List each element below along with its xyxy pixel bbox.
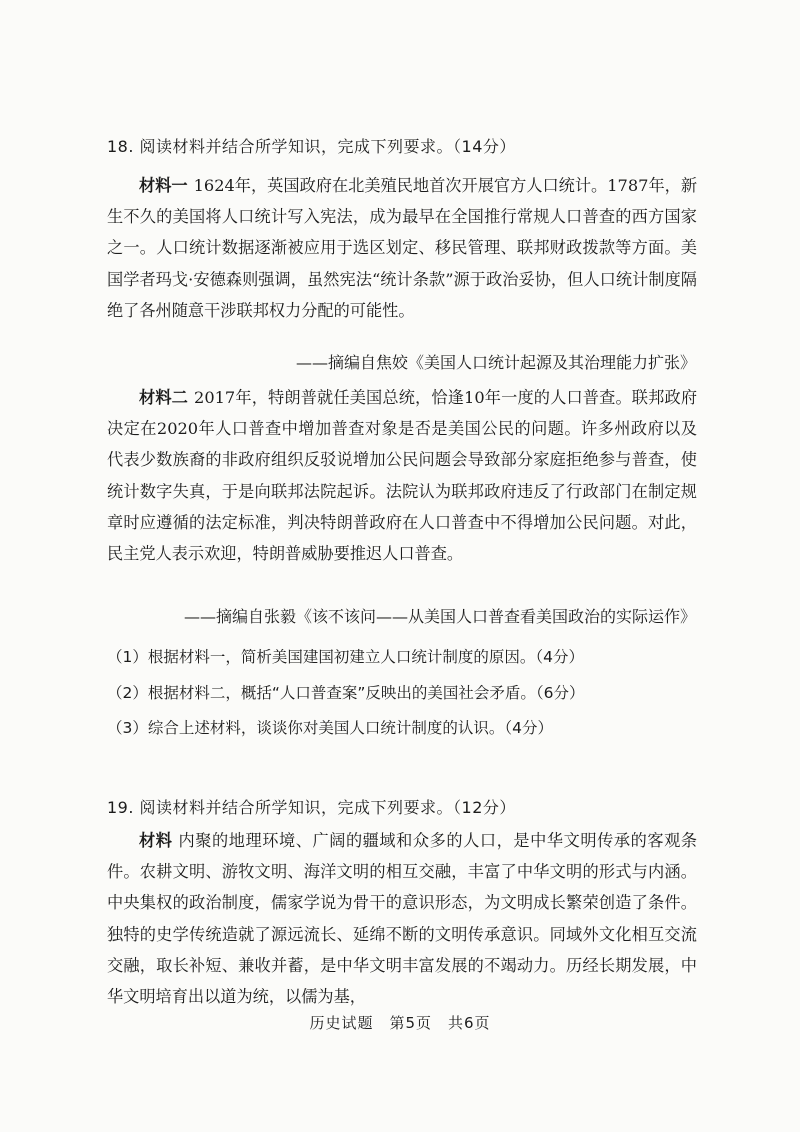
q18-sub-question-3: （3）综合上述材料，谈谈你对美国人口统计制度的认识。（4分）	[107, 719, 553, 737]
material-1-source: ——摘编自焦姣《美国人口统计起源及其治理能力扩张》	[295, 353, 696, 372]
q19-material	[107, 825, 697, 1012]
q18-sub-question-2: （2）根据材料二，概括“人口普查案”反映出的美国社会矛盾。（6分）	[107, 684, 585, 702]
material-label: 材料	[139, 831, 173, 850]
question-19-title: 19. 阅读材料并结合所学知识，完成下列要求。（12分）	[107, 798, 516, 817]
material-text: 内聚的地理环境、广阔的疆域和众多的人口，是中华文明传承的客观条件。农耕文明、游牧文明、海洋文明的相互交融，丰富了中华文明的形式与内涵。中央集权的政治制度，儒家学说为骨干的意识形态，为文明成长繁荣创造了条件。独特的史学传统造就了源远流长、延绵不断的文明传承意识。同域外文化相互交流交融，取长补短、兼收并蓄，是中华文明丰富发展的不竭动力。历经长期发展，中华文明培育出以道为统，以儒为基，	[107, 831, 698, 1007]
page-footer: 历史试题 第5页 共6页	[309, 1014, 491, 1032]
q18-material-1	[107, 170, 697, 326]
q18-sub-question-1: （1）根据材料一，简析美国建国初建立人口统计制度的原因。（4分）	[107, 648, 584, 666]
material-1-text: 1624年，英国政府在北美殖民地首次开展官方人口统计。1787年，新生不久的美国将人口统计写入宪法，成为最早在全国推行常规人口普查的西方国家之一。人口统计数据逐渐被应用于选区划定、移民管理、联邦财政拨款等方面。美国学者玛戈·安德森则强调，虽然宪法“统计条款”源于政治妥协，但人口统计制度隔绝了各州随意干涉联邦权力分配的可能性。	[107, 176, 698, 320]
question-18-title: 18. 阅读材料并结合所学知识，完成下列要求。（14分）	[107, 137, 516, 156]
material-2-source: ——摘编自张毅《该不该问——从美国人口普查看美国政治的实际运作》	[183, 607, 696, 626]
material-2-text: 2017年，特朗普就任美国总统，恰逢10年一度的人口普查。联邦政府决定在2020年人口普查中增加普查对象是否是美国公民的问题。许多州政府以及代表少数族裔的非政府组织反驳说增加公民问题会导致部分家庭拒绝参与普查，使统计数字失真，于是向联邦法院起诉。法院认为联邦政府违反了行政部门在制定规章时应遵循的法定标准，判决特朗普政府在人口普查中不得增加公民问题。对此，民主党人表示欢迎，特朗普威胁要推迟人口普查。	[107, 388, 698, 564]
material-1-label: 材料一	[139, 176, 188, 195]
material-2-label: 材料二	[139, 388, 189, 407]
q18-material-2	[107, 382, 697, 569]
